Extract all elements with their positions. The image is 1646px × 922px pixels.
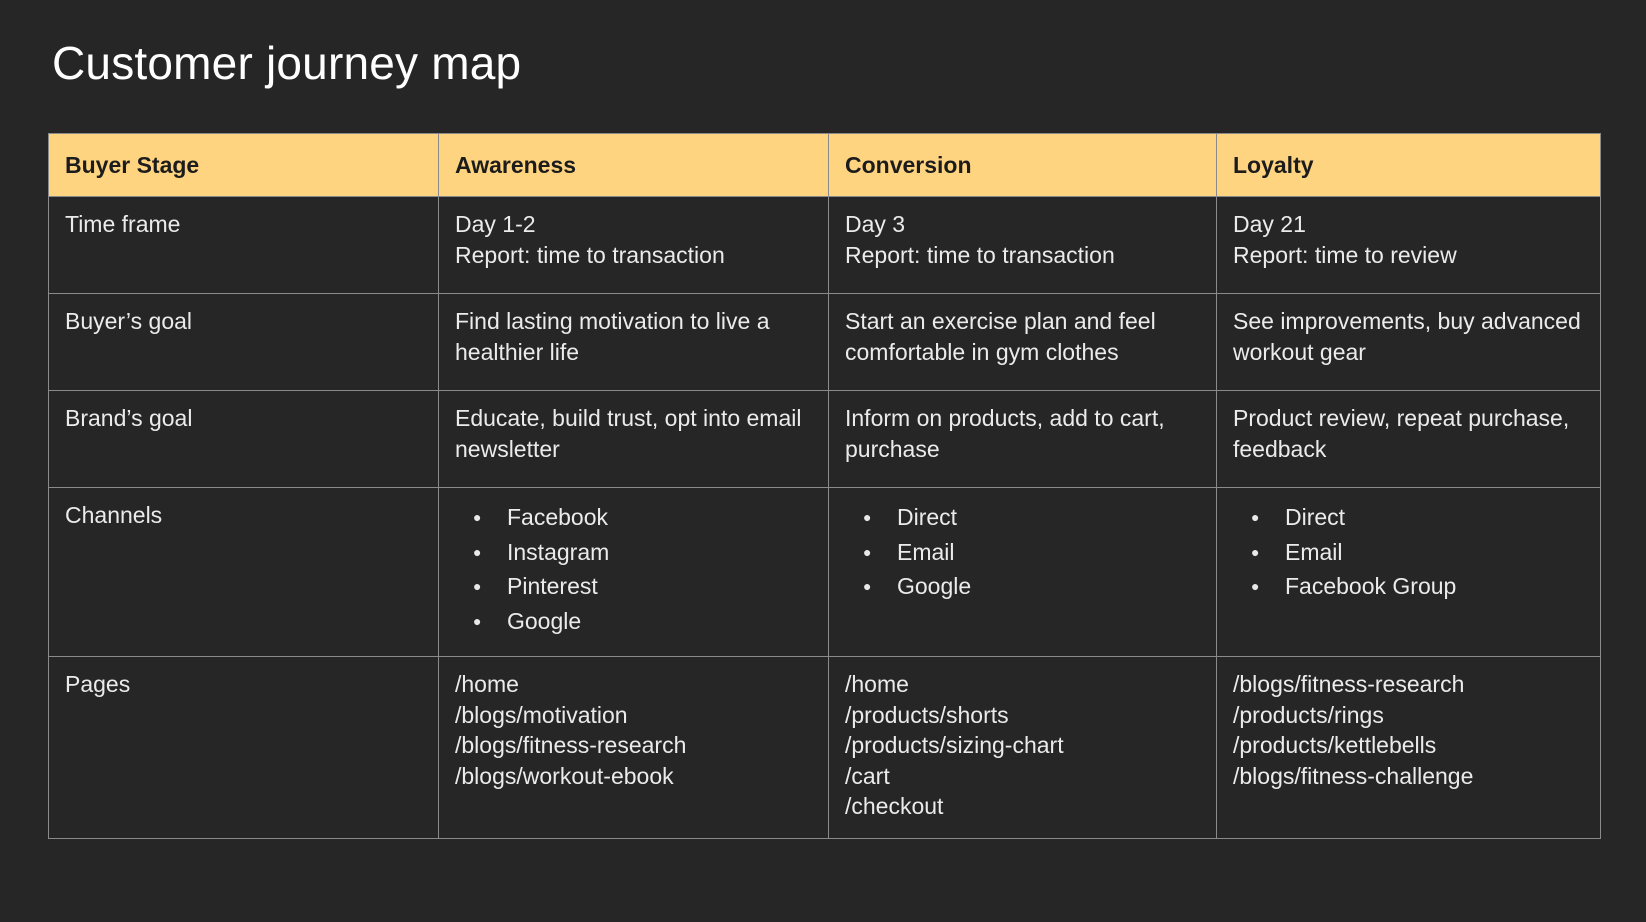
table-row	[49, 391, 1601, 488]
cell-line: /products/shorts	[845, 701, 1009, 728]
cell-line: /blogs/fitness-research	[455, 732, 687, 759]
cell-time-frame-awareness	[439, 197, 829, 294]
bullet-list	[455, 502, 812, 640]
list-item: ● Email	[897, 537, 1200, 572]
row-label-channels: Channels	[49, 488, 439, 657]
cell-buyers-goal-conversion: Start an exercise plan and feel comfortable in gym clothes	[829, 294, 1217, 391]
row-label-buyers-goal: Buyer’s goal	[49, 294, 439, 391]
cell-channels-loyalty	[1217, 488, 1601, 657]
column-header-loyalty: Loyalty	[1217, 133, 1601, 197]
cell-line: /products/rings	[1233, 701, 1384, 728]
row-label-brands-goal: Brand’s goal	[49, 391, 439, 488]
customer-journey-table	[48, 133, 1601, 839]
cell-pages-loyalty	[1217, 657, 1601, 839]
cell-line: /home	[455, 671, 519, 698]
cell-time-frame-loyalty	[1217, 197, 1601, 294]
table-row	[49, 197, 1601, 294]
cell-line: Report: time to transaction	[845, 241, 1115, 268]
page-title: Customer journey map	[52, 37, 522, 89]
cell-time-frame-conversion	[829, 197, 1217, 294]
cell-line: /checkout	[845, 793, 944, 820]
list-item: ● Facebook Group	[1285, 571, 1584, 606]
cell-pages-conversion	[829, 657, 1217, 839]
bullet-list	[1233, 502, 1584, 606]
cell-line: Day 3	[845, 211, 906, 238]
cell-line: /products/kettlebells	[1233, 732, 1437, 759]
cell-line: Day 1-2	[455, 211, 536, 238]
cell-line: Report: time to review	[1233, 241, 1457, 268]
cell-line: /blogs/motivation	[455, 701, 628, 728]
cell-line: Day 21	[1233, 211, 1306, 238]
list-item: ● Instagram	[507, 537, 812, 572]
list-item: ● Pinterest	[507, 571, 812, 606]
cell-line: /cart	[845, 762, 890, 789]
table-row	[49, 294, 1601, 391]
column-header-conversion: Conversion	[829, 133, 1217, 197]
cell-channels-awareness	[439, 488, 829, 657]
cell-brands-goal-loyalty: Product review, repeat purchase, feedback	[1217, 391, 1601, 488]
table-row	[49, 657, 1601, 839]
cell-line: /blogs/fitness-research	[1233, 671, 1465, 698]
list-item: ● Facebook	[507, 502, 812, 537]
cell-pages-awareness	[439, 657, 829, 839]
list-item: ● Google	[507, 606, 812, 641]
cell-line: /blogs/workout-ebook	[455, 762, 674, 789]
list-item: ● Direct	[1285, 502, 1584, 537]
list-item: ● Google	[897, 571, 1200, 606]
cell-line: /home	[845, 671, 909, 698]
cell-brands-goal-awareness: Educate, build trust, opt into email newsletter	[439, 391, 829, 488]
cell-buyers-goal-awareness: Find lasting motivation to live a healthier life	[439, 294, 829, 391]
column-header-awareness: Awareness	[439, 133, 829, 197]
row-label-pages: Pages	[49, 657, 439, 839]
column-header-buyer-stage: Buyer Stage	[49, 133, 439, 197]
list-item: ● Direct	[897, 502, 1200, 537]
cell-channels-conversion	[829, 488, 1217, 657]
table-header-row	[49, 133, 1601, 197]
bullet-list	[845, 502, 1200, 606]
cell-buyers-goal-loyalty: See improvements, buy advanced workout gear	[1217, 294, 1601, 391]
cell-line: Report: time to transaction	[455, 241, 725, 268]
cell-brands-goal-conversion: Inform on products, add to cart, purchase	[829, 391, 1217, 488]
table-row	[49, 488, 1601, 657]
cell-line: /blogs/fitness-challenge	[1233, 762, 1474, 789]
list-item: ● Email	[1285, 537, 1584, 572]
row-label-time-frame: Time frame	[49, 197, 439, 294]
cell-line: /products/sizing-chart	[845, 732, 1064, 759]
